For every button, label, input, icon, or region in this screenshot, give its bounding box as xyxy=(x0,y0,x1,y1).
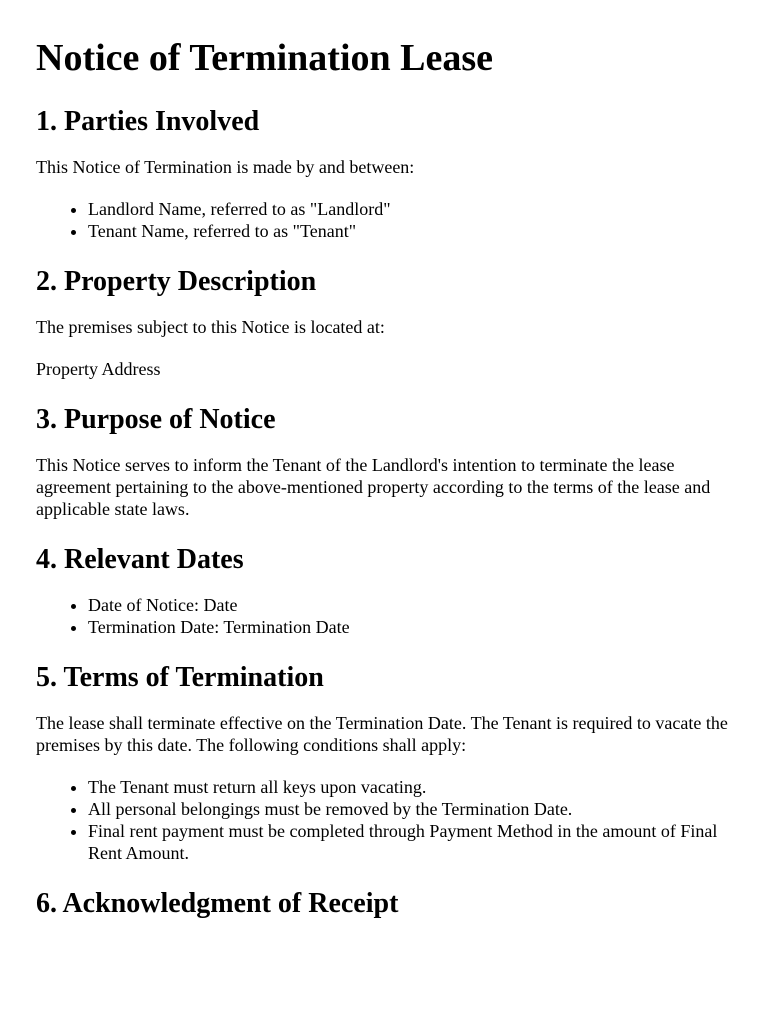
list-item: • Final rent payment must be completed through Payment Method in the amount of Final Rent Amount. xyxy=(88,820,734,864)
section-relevant-dates xyxy=(36,544,734,638)
section-intro: The premises subject to this Notice is located at: xyxy=(36,317,385,337)
parties-list xyxy=(36,198,734,242)
list-item: • Tenant Name, referred to as "Tenant" xyxy=(88,220,734,242)
section-heading: 5. Terms of Termination xyxy=(36,662,324,693)
property-address: Property Address xyxy=(36,359,161,379)
list-item: • The Tenant must return all keys upon vacating. xyxy=(88,776,734,798)
section-parties-involved xyxy=(36,106,734,242)
section-heading: 1. Parties Involved xyxy=(36,106,260,137)
dates-list xyxy=(36,594,734,638)
section-heading: 6. Acknowledgment of Receipt xyxy=(36,888,399,919)
section-heading: 2. Property Description xyxy=(36,266,317,297)
section-intro: The lease shall terminate effective on the Termination Date. The Tenant is required to vacate the premises by this date. The following conditions shall apply: xyxy=(36,713,728,755)
list-item: • Date of Notice: Date xyxy=(88,594,734,616)
document-title: Notice of Termination Lease xyxy=(36,37,494,79)
section-acknowledgment-of-receipt xyxy=(36,888,734,920)
section-purpose-of-notice xyxy=(36,404,734,520)
list-item: • Termination Date: Termination Date xyxy=(88,616,734,638)
section-body: This Notice serves to inform the Tenant of the Landlord's intention to terminate the lease agreement pertaining to the above-mentioned property according to the terms of the lease and applicable state laws. xyxy=(36,455,711,519)
list-item: • All personal belongings must be removed by the Termination Date. xyxy=(88,798,734,820)
section-heading: 3. Purpose of Notice xyxy=(36,404,276,435)
section-heading: 4. Relevant Dates xyxy=(36,544,244,575)
list-item: • Landlord Name, referred to as "Landlord" xyxy=(88,198,734,220)
section-property-description xyxy=(36,266,734,380)
conditions-list xyxy=(36,776,734,864)
section-terms-of-termination xyxy=(36,662,734,864)
section-intro: This Notice of Termination is made by and between: xyxy=(36,157,415,177)
